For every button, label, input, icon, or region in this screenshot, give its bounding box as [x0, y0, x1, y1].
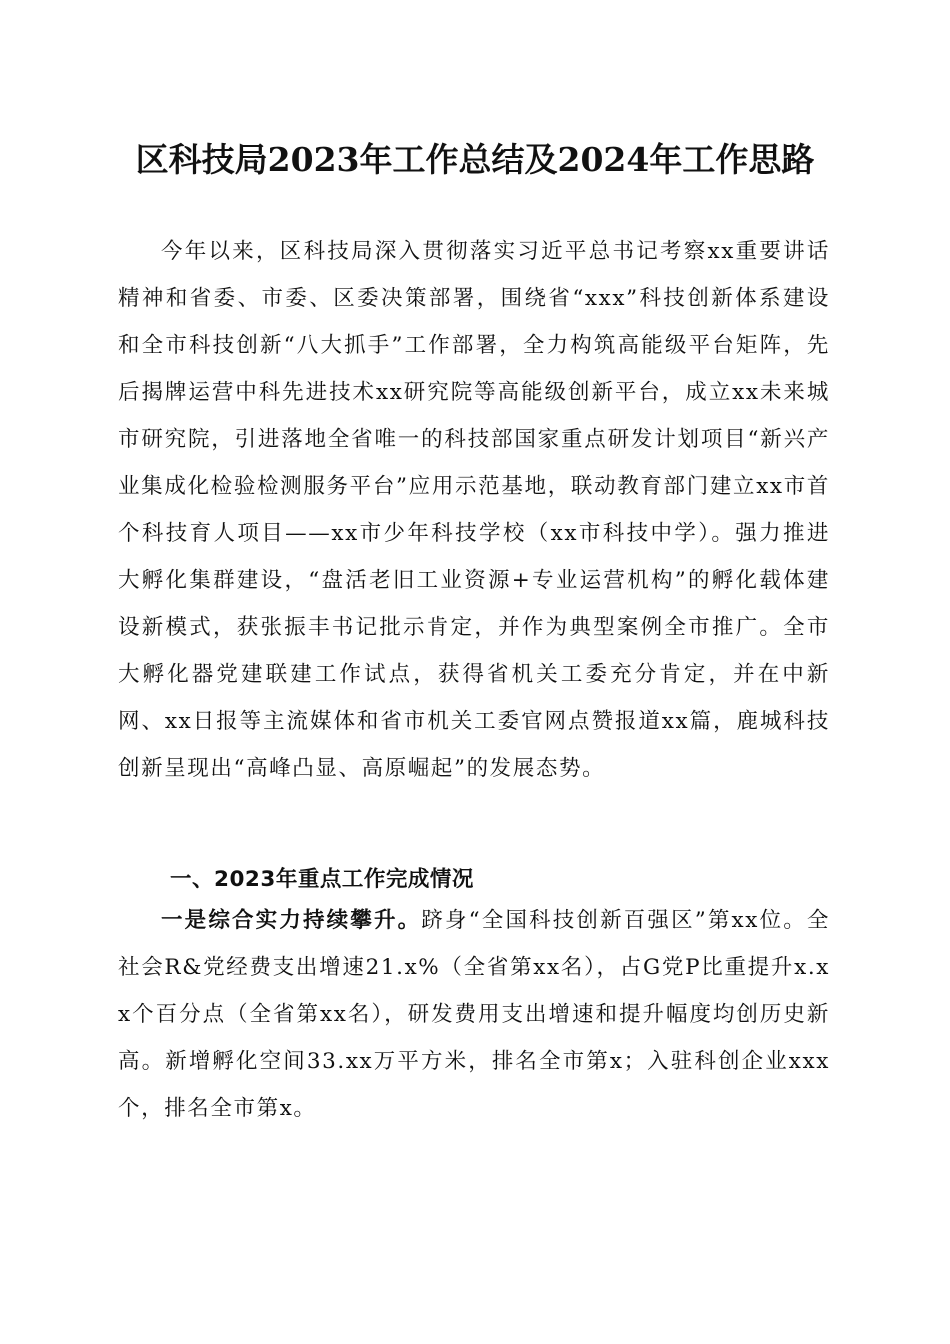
point-one-paragraph: [118, 897, 830, 1132]
document-title: 区科技局2023年工作总结及2024年工作思路: [135, 140, 815, 179]
section-heading: 一、2023年重点工作完成情况: [170, 867, 474, 892]
intro-paragraph: 今年以来，区科技局深入贯彻落实习近平总书记考察xx重要讲话精神和省委、市委、区委决策部署，围绕省“xxx”科技创新体系建设和全市科技创新“八大抓手”工作部署，全力构筑高能级平台矩阵，先后揭牌运营中科先进技术xx研究院等高能级创新平台，成立xx未来城市研究院，引进落地全省唯一的科技部国家重点研发计划项目“新兴产业集成化检验检测服务平台”应用示范基地，联动教育部门建立xx市首个科技育人项目——xx市少年科技学校（xx市科技中学）。强力推进大孵化集群建设，“盘活老旧工业资源+专业运营机构”的孵化载体建设新模式，获张振丰书记批示肯定，并作为典型案例全市推广。全市大孵化器党建联建工作试点，获得省机关工委充分肯定，并在中新网、xx日报等主流媒体和省市机关工委官网点赞报道xx篇，鹿城科技创新呈现出“高峰凸显、高原崛起”的发展态势。: [118, 239, 830, 781]
point-one-text: 跻身“全国科技创新百强区”第xx位。全社会R&党经费支出增速21.x%（全省第xx名），占G党P比重提升x.xx个百分点（全省第xx名），研发费用支出增速和提升幅度均创历史新高。新增孵化空间33.xx万平方米，排名全市第x；入驻科创企业xxx个，排名全市第x。: [118, 908, 830, 1121]
point-one-lead: 一是综合实力持续攀升。: [161, 908, 422, 933]
